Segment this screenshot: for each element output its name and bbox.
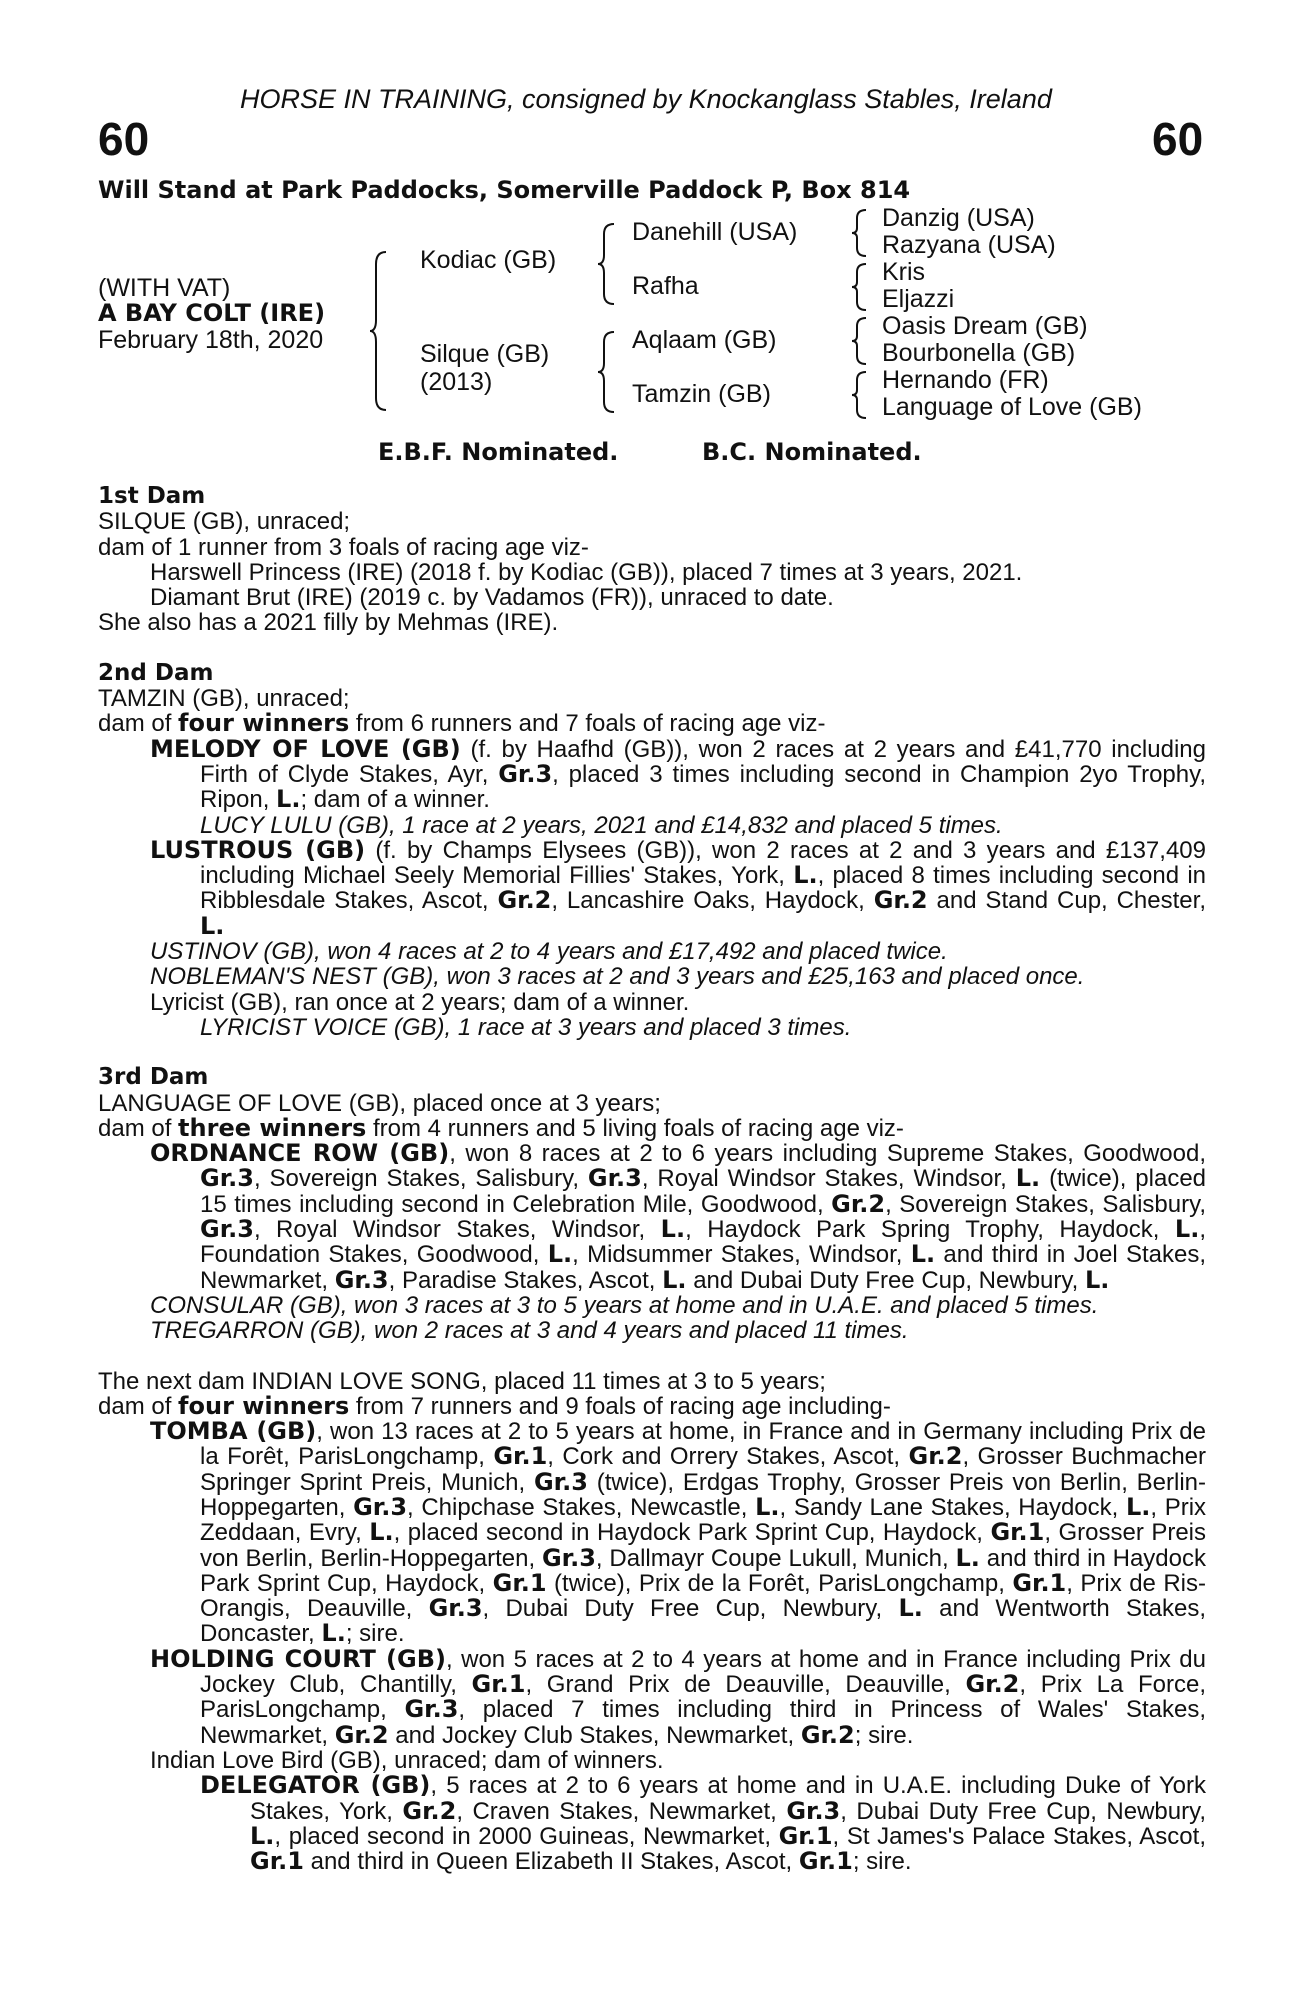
third-dam-title: 3rd Dam: [98, 1064, 209, 1091]
pedigree-sire-sire: Danehill (USA): [632, 218, 798, 246]
pedigree-brace-ds: [850, 316, 868, 366]
third-dam-line: LANGUAGE OF LOVE (GB), placed once at 3 years;: [98, 1089, 661, 1117]
pedigree-dds: Hernando (FR): [882, 366, 1049, 394]
pedigree-dsd: Bourbonella (GB): [882, 339, 1076, 367]
produce-entry-lucy-lulu: LUCY LULU (GB), 1 race at 2 years, 2021 and £14,832 and placed 5 times.: [200, 811, 1003, 839]
produce-entry-delegator: DELEGATOR (GB), 5 races at 2 to 6 years at home and in U.A.E. including Duke of York Stakes, York, Gr.2, Craven Stakes, Newmarket, Gr.3, Dubai Duty Free Cup, Newbury, L., placed second in 2000 Guineas, Newmarket, Gr.1, St James's Palace Stakes, Ascot, Gr.1 and third in Queen Elizabeth II Stakes, Ascot, Gr.1; sire.: [200, 1771, 1207, 1876]
second-dam-produce-summary: dam of four winners from 6 runners and 7 foals of racing age viz-: [98, 709, 826, 738]
produce-entry-lyricist: Lyricist (GB), ran once at 2 years; dam of a winner.: [150, 988, 690, 1016]
pedigree-dam-year: (2013): [420, 368, 493, 396]
next-dam-produce-summary: dam of four winners from 7 runners and 9 foals of racing age including-: [98, 1391, 891, 1420]
pedigree-dam: Silque (GB): [420, 340, 550, 368]
pedigree-sdd: Eljazzi: [882, 285, 955, 313]
ebf-nomination: E.B.F. Nominated.: [378, 438, 619, 466]
foaling-date: February 18th, 2020: [98, 326, 324, 354]
consignment-header: HORSE IN TRAINING, consigned by Knockanglass Stables, Ireland: [240, 84, 1052, 114]
pedigree-sire-dam: Rafha: [632, 272, 699, 300]
lot-number-left: 60: [98, 113, 150, 165]
produce-entry-indian-love-bird: Indian Love Bird (GB), unraced; dam of winners.: [150, 1746, 664, 1774]
second-dam-title: 2nd Dam: [98, 659, 214, 686]
produce-entry-lyricist-voice: LYRICIST VOICE (GB), 1 race at 3 years and placed 3 times.: [200, 1013, 852, 1041]
pedigree-dam-sire: Aqlaam (GB): [632, 326, 777, 354]
catalogue-body: [98, 484, 1206, 1874]
pedigree-ssd: Razyana (USA): [882, 231, 1056, 259]
pedigree-dss: Oasis Dream (GB): [882, 312, 1088, 340]
bc-nomination: B.C. Nominated.: [702, 438, 922, 466]
produce-entry-tomba: TOMBA (GB), won 13 races at 2 to 5 years at home, in France and in Germany including Prix de la Forêt, ParisLongchamp, Gr.1, Cork and Orrery Stakes, Ascot, Gr.2, Grosser Buchmacher Springer Sprint Preis, Munich, Gr.3 (twice), Erdgas Trophy, Grosser Preis von Berlin, Berlin-Hoppegarten, Gr.3, Chipchase Stakes, Newcastle, L., Sandy Lane Stakes, Haydock, L., Prix Zeddaan, Evry, L., placed second in Haydock Park Sprint Cup, Haydock, Gr.1, Grosser Preis von Berlin, Berlin-Hoppegarten, Gr.3, Dallmayr Coupe Lukull, Munich, L. and third in Haydock Park Sprint Cup, Haydock, Gr.1 (twice), Prix de la Forêt, ParisLongchamp, Gr.1, Prix de Ris-Orangis, Deauville, Gr.3, Dubai Duty Free Cup, Newbury, L. and Wentworth Stakes, Doncaster, L.; sire.: [150, 1417, 1207, 1648]
first-dam-foal: Harswell Princess (IRE) (2018 f. by Kodiac (GB)), placed 7 times at 3 years, 2021.: [150, 558, 1023, 586]
next-dam-line: The next dam INDIAN LOVE SONG, placed 11 times at 3 to 5 years;: [98, 1367, 826, 1395]
horse-name: A BAY COLT (IRE): [98, 299, 326, 327]
pedigree-ddd: Language of Love (GB): [882, 393, 1142, 421]
produce-entry-ustinov: USTINOV (GB), won 4 races at 2 to 4 years and £17,492 and placed twice.: [150, 938, 948, 966]
first-dam-line: SILQUE (GB), unraced;: [98, 508, 351, 536]
vat-note: (WITH VAT): [98, 274, 231, 302]
first-dam-foal: Diamant Brut (IRE) (2019 c. by Vadamos (FR)), unraced to date.: [150, 584, 834, 612]
pedigree-sds: Kris: [882, 258, 926, 286]
first-dam-note: She also has a 2021 filly by Mehmas (IRE).: [98, 609, 559, 637]
lot-number-right: 60: [1152, 113, 1204, 165]
first-dam-produce-summary: dam of 1 runner from 3 foals of racing age viz-: [98, 533, 589, 561]
pedigree-brace-dd: [850, 370, 868, 420]
produce-entry-holding-court: HOLDING COURT (GB), won 5 races at 2 to 4 years at home and in France including Prix du Jockey Club, Chantilly, Gr.1, Grand Prix de Deauville, Deauville, Gr.2, Prix La Force, ParisLongchamp, Gr.3, placed 7 times including third in Princess of Wales' Stakes, Newmarket, Gr.2 and Jockey Club Stakes, Newmarket, Gr.2; sire.: [150, 1644, 1207, 1749]
produce-entry-consular: CONSULAR (GB), won 3 races at 3 to 5 years at home and in U.A.E. and placed 5 times.: [150, 1291, 1099, 1319]
produce-entry-nobleman: NOBLEMAN'S NEST (GB), won 3 races at 2 and 3 years and £25,163 and placed once.: [150, 963, 1085, 991]
pedigree-brace-ss: [850, 208, 868, 258]
pedigree-brace-sire: [596, 222, 616, 306]
first-dam-title: 1st Dam: [98, 483, 206, 509]
produce-entry-melody-of-love: MELODY OF LOVE (GB) (f. by Haafhd (GB)), won 2 races at 2 years and £41,770 including Firth of Clyde Stakes, Ayr, Gr.3, placed 3 times including second in Champion 2yo Trophy, Ripon, L.; dam of a winner.: [150, 734, 1207, 814]
produce-entry-ordnance-row: ORDNANCE ROW (GB), won 8 races at 2 to 6 years including Supreme Stakes, Goodwood, Gr.3, Sovereign Stakes, Salisbury, Gr.3, Royal Windsor Stakes, Windsor, L. (twice), placed 15 times including second in Celebration Mile, Goodwood, Gr.2, Sovereign Stakes, Salisbury, Gr.3, Royal Windsor Stakes, Windsor, L., Haydock Park Spring Trophy, Haydock, L., Foundation Stakes, Goodwood, L., Midsummer Stakes, Windsor, L. and third in Joel Stakes, Newmarket, Gr.3, Paradise Stakes, Ascot, L. and Dubai Duty Free Cup, Newbury, L.: [150, 1139, 1207, 1294]
pedigree-sss: Danzig (USA): [882, 204, 1035, 232]
pedigree-brace-sd: [850, 262, 868, 312]
pedigree-dam-dam: Tamzin (GB): [632, 380, 771, 408]
third-dam-produce-summary: dam of three winners from 4 runners and 5 living foals of racing age viz-: [98, 1113, 904, 1142]
pedigree-brace-dam: [596, 330, 616, 414]
produce-entry-tregarron: TREGARRON (GB), won 2 races at 3 and 4 years and placed 11 times.: [150, 1317, 909, 1345]
pedigree-sire: Kodiac (GB): [420, 246, 557, 274]
stand-location: Will Stand at Park Paddocks, Somerville Paddock P, Box 814: [98, 176, 911, 204]
pedigree-brace-main: [368, 250, 388, 412]
second-dam-line: TAMZIN (GB), unraced;: [98, 685, 350, 713]
produce-entry-lustrous: LUSTROUS (GB) (f. by Champs Elysees (GB)), won 2 races at 2 and 3 years and £137,409 including Michael Seely Memorial Fillies' Stakes, York, L., placed 8 times including second in Ribblesdale Stakes, Ascot, Gr.2, Lancashire Oaks, Haydock, Gr.2 and Stand Cup, Chester, L.: [150, 835, 1206, 940]
